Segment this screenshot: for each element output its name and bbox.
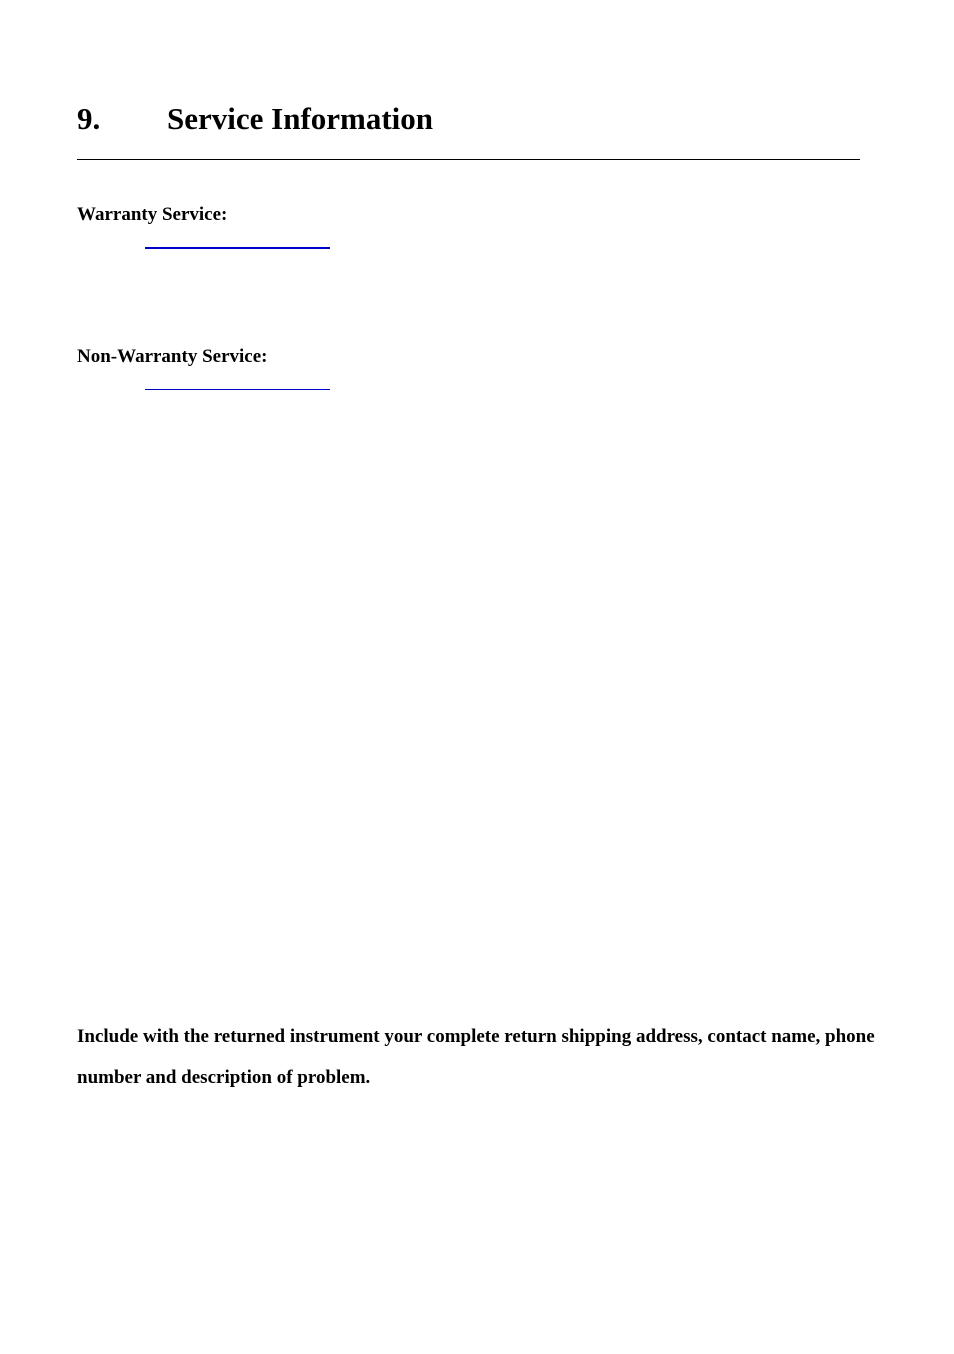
section-number: 9. <box>77 101 101 136</box>
section-title: Service Information <box>167 101 434 136</box>
warranty-service-label: Warranty Service: <box>77 204 228 225</box>
warranty-service-link[interactable] <box>145 247 330 249</box>
page-title <box>77 99 433 139</box>
non-warranty-service-link[interactable] <box>145 389 330 390</box>
return-instructions: Include with the returned instrument your complete return shipping address, contact name, phone number and description of problem. <box>77 1026 875 1088</box>
non-warranty-service-label: Non-Warranty Service: <box>77 346 268 367</box>
heading-divider <box>77 159 860 160</box>
